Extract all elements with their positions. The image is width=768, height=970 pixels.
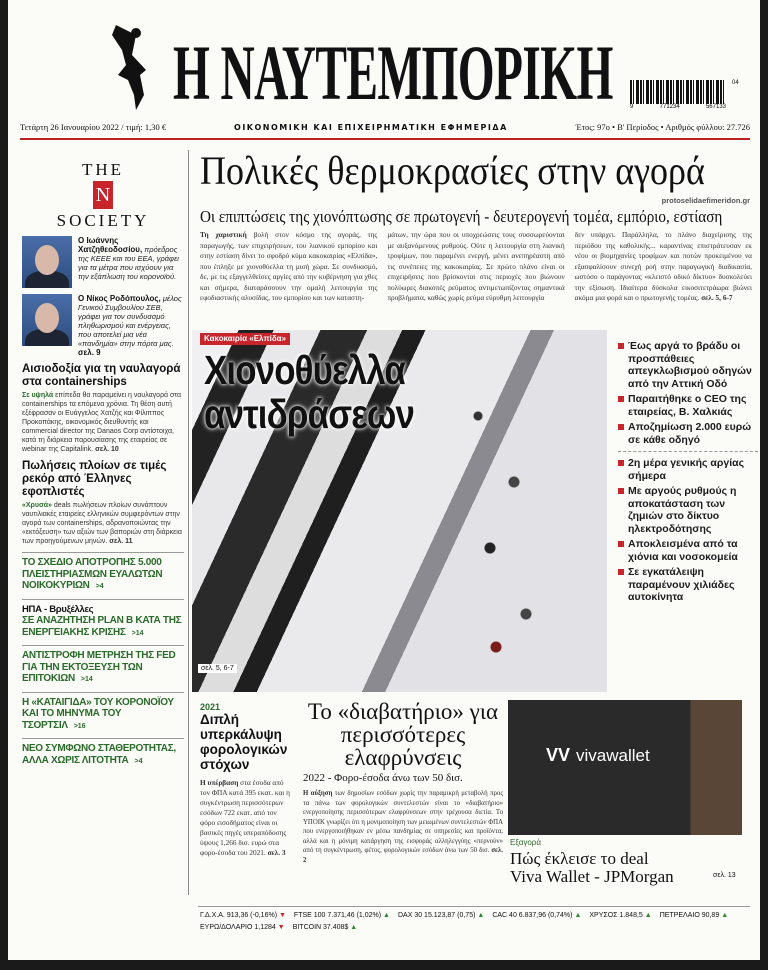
date-price: Τετάρτη 26 Ιανουαρίου 2022 / τιμή: 1,30 € <box>20 122 167 132</box>
main-article-body <box>200 230 752 304</box>
brief-title: ΤΟ ΣΧΕΔΙΟ ΑΠΟΤΡΟΠΗΣ 5.000 ΠΛΕΙΣΤΗΡΙΑΣΜΩΝ ΕΥΑΛΩΤΩΝ ΝΟΙΚΟΚΥΡΙΩΝ <box>22 557 163 591</box>
arrow-down-icon: ▼ <box>278 912 286 919</box>
article-column: βολή στον κόσμο της αγοράς, της παραγωγής, των επιχειρήσεων, του λιανικού εμπορίου και στην εστίαση δίνει το σφοδρό κύμα κακοκαιρίας «Ελπίδα», που έπληξε με χιονοθύελλα τη μισή χώρα. Σε συνδυασμό, δε, με τις εξαγγελθείσες αργίες από την κυβέρνηση για χθες και σήμερα, διαταράσσουν την ομαλή λειτουργία της εφοδιαστικής αλυσίδας, του εμπορίου και των καταστη- <box>200 230 378 302</box>
lead-word: Η υπέρβαση <box>200 778 239 787</box>
headline-line: Πώς έκλεισε το deal <box>510 849 649 868</box>
arrow-up-icon: ▲ <box>644 912 652 919</box>
article-title: Αισιοδοξία για τη ναυλαγορά στα containerships <box>22 363 181 388</box>
left-column <box>22 160 184 900</box>
bullet-list <box>618 340 758 607</box>
page-ref: σελ. 13 <box>713 872 736 879</box>
arrow-up-icon: ▲ <box>383 912 390 919</box>
article-kicker: Εξαγορά <box>510 838 541 847</box>
headline-line: Viva Wallet - JPMorgan <box>510 867 674 886</box>
page-ref: σελ. 2 <box>303 847 503 864</box>
ticker-item: CAC 40 6.837,96 (0,74%) ▲ <box>492 912 582 919</box>
logo-n: N <box>93 181 113 209</box>
barcode-digits: 771234 <box>659 104 680 110</box>
ticker-item: Γ.Δ.Χ.Α. 913,36 (-0,16%) ▼ <box>200 912 286 919</box>
lead-word: Σε υψηλά <box>22 392 54 399</box>
page-ref: >4 <box>95 583 104 590</box>
hermes-logo-icon <box>106 15 166 115</box>
issue-code: 04 <box>732 80 739 86</box>
brief-title: ΣΕ ΑΝΑΖΗΤΗΣΗ PLAN B ΚΑΤΑ ΤΗΣ ΕΝΕΡΓΕΙΑΚΗΣ ΚΡΙΣΗΣ <box>22 615 182 638</box>
article-body: των δημοσίων εσόδων χωρίς την παραμικρή μεταβολή προς τα πάνω των φορολογικών συντελεστών είναι το «διαβατήριο» ενεργοποίησης περισσότερων ελαφρύνσεων στην τρέχουσα διετία. Το ΥΠΟΙΚ γνωρίζει ότι η μονιμοποίηση των μειωμένων συντελεστών ΦΠΑ που ενεργοποιήθηκαν εν μέσω πανδημίας σε υπηρεσίες και προϊόντα, αλλά και η μόνιμη κατάργηση της εισφοράς αλληλεγγύης «περνούν» από τη συγκέντρωση, φέτος, φορολογικών εσόδων άνω των 50 δισ. <box>303 790 504 854</box>
brief-title: ΝΕΟ ΣΥΜΦΩΝΟ ΣΤΑΘΕΡΟΤΗΤΑΣ, ΑΛΛΑ ΧΩΡΙΣ ΛΙΤΟΤΗΤΑ <box>22 743 176 766</box>
brief-item[interactable] <box>22 645 184 686</box>
photo-headline[interactable] <box>204 348 414 436</box>
arrow-up-icon: ▲ <box>477 912 485 919</box>
ticker-item: DAX 30 15.123,87 (0,75) ▲ <box>397 912 485 919</box>
page-ref: >14 <box>80 676 93 683</box>
front-page <box>8 0 760 960</box>
brief-title: ΑΝΤΙΣΤΡΟΦΗ ΜΕΤΡΗΣΗ ΤΗΣ FED ΓΙΑ ΤΗΝ ΕΚΤΟΞΕΥΣΗ ΤΩΝ ΕΠΙΤΟΚΙΩΝ <box>22 650 176 684</box>
ticker-item: ΕΥΡΩ/ΔΟΛΑΡΙΟ 1,1284 ▼ <box>200 924 285 931</box>
bullet-item: Αποκλεισμένα από τα χιόνια και νοσοκομεία <box>618 538 758 563</box>
brief-item[interactable] <box>22 692 184 733</box>
edition-info: Έτος: 97ο • Β' Περίοδος • Αριθμός φύλλου: 27.726 <box>575 122 750 132</box>
tagline: ΟΙΚΟΝΟΜΙΚΗ ΚΑΙ ΕΠΙΧΕΙΡΗΜΑΤΙΚΗ ΕΦΗΜΕΡΙΔΑ <box>234 122 508 132</box>
article-ship-sales[interactable] <box>22 460 184 546</box>
bullet-item: 2η μέρα γενικής αργίας σήμερα <box>618 457 758 482</box>
article-subhead: 2022 - Φορο-έσοδα άνω των 50 δισ. <box>303 772 463 784</box>
page-ref: σελ. 9 <box>78 348 101 357</box>
page-ref: >4 <box>134 757 143 765</box>
bullet-item: Παραιτήθηκε ο CEO της εταιρείας, Β. Χαλκιάς <box>618 393 758 418</box>
logo-text: THE <box>81 160 125 179</box>
page-ref: σελ. 5, 6-7 <box>198 664 237 673</box>
bullet-item: Έως αργά το βράδυ οι προσπάθειες απεγκλωβισμού οδηγών από την Αττική Οδό <box>618 340 758 390</box>
ticker-item: ΧΡΥΣΟΣ 1.848,5 ▲ <box>589 912 652 919</box>
bullet-item: Σε εγκατάλειψη παραμένουν χιλιάδες αυτοκίνητα <box>618 566 758 604</box>
arrow-up-icon: ▲ <box>574 912 582 919</box>
article-containerships[interactable] <box>22 363 184 454</box>
info-bar <box>20 122 750 132</box>
headline-line: Χιονοθύελλα <box>204 347 405 393</box>
ticker-item: ΠΕΤΡΕΛΑΙΟ 90,89 ▲ <box>659 912 729 919</box>
divider <box>198 906 750 907</box>
arrow-up-icon: ▲ <box>721 912 729 919</box>
brief-item[interactable] <box>22 599 184 640</box>
portrait-photo <box>22 294 72 346</box>
portrait-photo <box>22 236 72 288</box>
page-ref: σελ. 10 <box>95 446 119 453</box>
photo-kicker: Κακοκαιρία «Ελπίδα» <box>200 333 290 345</box>
brief-item[interactable] <box>22 552 184 593</box>
page-ref: σελ. 11 <box>109 538 133 545</box>
person-desc: πρόεδρος της ΚΕΕΕ και του ΕΕΑ, γράφει για τα μέτρα που ισχύουν για την εξάπλωση του κορονοϊού. <box>78 245 179 281</box>
market-ticker <box>200 911 752 933</box>
main-subhead: Οι επιπτώσεις της χιονόπτωσης σε πρωτογενή - δευτερογενή τομέα, εμπόριο, εστίαση <box>200 207 723 226</box>
opinion-person[interactable] <box>22 294 184 357</box>
opinion-person[interactable] <box>22 236 184 288</box>
page-ref: σελ. 3 <box>267 848 286 857</box>
article-title[interactable] <box>510 850 674 886</box>
person-desc: μέλος Γενικού Συμβουλίου ΣΕΒ, γράφει για τον συνδυασμό πληθωρισμού και ενέργειας, που αποτελεί μια νέα «πανδημία» στην πόρτα μας. <box>78 294 182 348</box>
article-kicker: 2021 <box>200 702 221 712</box>
divider <box>188 150 189 895</box>
brief-title: Η «ΚΑΤΑΙΓΙΔΑ» ΤΟΥ ΚΟΡΟΝΟΪΟΥ ΚΑΙ ΤΟ ΜΗΝΥΜΑ ΤΟΥ ΤΣΟΡΤΣΙΛ <box>22 696 174 731</box>
article-column: μάτων, την ώρα που οι υποχρεώσεις τους συσσωρεύονται με αυξανόμενους ρυθμούς. Ούτε η λειτουργία στη λιανική τροφίμων, που παραμένει ενεργή, μένει ανεπηρέαστη από τις συνέπειες της κακοκαιρίας. Σε πρώτο πλάνο είναι οι επιχειρήσεις που βρίσκονται στις περιοχές που βιώνουν πολύωρες διακοπές ρεύματος αντιμετωπίζοντας σημαντικά προβλήματα, καθώς χωρίς ρεύμα εύρυθμη λειτουργία <box>387 230 565 302</box>
article-passport[interactable] <box>303 700 503 865</box>
logo-text: SOCIETY <box>56 211 150 230</box>
article-body: στα έσοδα από τον ΦΠΑ κατά 395 εκατ. και η συγκέντρωση περισσότερων εσόδων 722 εκατ. από τον φόρο εισοδήματος είναι οι βασικές πηγές υπεραπόδοσης ύψους 1,266 δισ. ευρώ στα φορο-έσοδα του 2021. <box>200 778 290 857</box>
ticker-item: FTSE 100 7.371,46 (1,02%) ▲ <box>293 912 390 919</box>
page-ref: >16 <box>73 722 86 730</box>
bullet-item: Αποζημίωση 2.000 ευρώ σε κάθε οδηγό <box>618 421 758 446</box>
arrow-up-icon: ▲ <box>350 924 358 931</box>
article-column: δεν υπάρχει. Παράλληλα, το πλάνο διαχείρισης της περιόδου της καθολικής... καραντίνας επιστράτευσαν εκ νέου οι βιομηχανίες τροφίμων και ποτών προκειμένου να εξασφαλίσουν συνεχή ροή στην παραγωγική διαδικασία, ωστόσο ο παράγοντας «κλειστό οδικό δίκτυο» δυσκολεύει την εξίσωση. Ιδιαίτερα δύσκολα εικοσιτετράωρα βιώνει ακόμα μια φορά και ο πρωτογενής τομέας. <box>574 230 752 302</box>
barcode-digit: 9 <box>630 104 634 110</box>
the-n-society-logo <box>22 160 184 230</box>
lead-word: Η αύξηση <box>303 790 333 797</box>
brief-kicker: ΗΠΑ - Βρυξέλλες <box>22 603 94 615</box>
article-title: Διπλή υπερκάλυψη φορολογικών στόχων <box>200 712 288 772</box>
lead-word: Τη χαριστική <box>200 230 247 239</box>
article-body: deals πωλήσεων πλοίων συνάπτουν ναυτιλιακές εταιρείες ελληνικών συμφερόντων στην αγορά των containerships, αδρανοποιώντας την «εκτόξευση» των αξιών των βαποριών στη διάρκεια των προηγούμενων μηνών. <box>22 502 182 545</box>
divider <box>20 138 750 140</box>
person-name: Ο Νίκος Ροδόπουλος, <box>78 294 161 303</box>
article-body: επίπεδα θα παραμείνει η ναυλαγορά στα containerships τα επόμενα χρόνια. Τη θέση αυτή εξέφρασαν οι Ευάγγελος Χατζής και Φίλιππος Προκοπάκης, οικονομικός διευθυντής και commercial director της Danaos Corp αντίστοιχα, κατά τη διάρκεια παρουσίασης της εταιρείας σε webinar της Capitalink. <box>22 392 182 453</box>
lead-word: «Χρυσά» <box>22 502 52 509</box>
article-tax-targets[interactable] <box>200 702 292 858</box>
watermark: protoselidaefimeridon.gr <box>661 196 750 205</box>
brief-item[interactable] <box>22 738 184 767</box>
article-title: Το «διαβατήριο» για περισσότερες ελαφρύνσεις <box>307 699 499 770</box>
barcode <box>630 80 726 118</box>
main-headline[interactable]: Πολικές θερμοκρασίες στην αγορά <box>200 148 705 193</box>
arrow-down-icon: ▼ <box>277 924 285 931</box>
barcode-digits: 567133 <box>705 104 726 110</box>
divider <box>618 451 758 452</box>
viva-logo-icon: VV <box>546 745 571 765</box>
page-ref: σελ. 5, 6-7 <box>701 293 733 302</box>
headline-line: αντιδράσεων <box>204 391 415 437</box>
bullet-item: Με αργούς ρυθμούς η αποκατάσταση των ζημιών στο δίκτυο ηλεκτροδότησης <box>618 485 758 535</box>
article-title: Πωλήσεις πλοίων σε τιμές ρεκόρ από Έλληνες εφοπλιστές <box>22 460 167 498</box>
viva-wallet-photo <box>508 700 742 835</box>
person-name: Ο Ιωάννης Χατζηθεοδοσίου, <box>78 236 143 254</box>
page-ref: >14 <box>131 629 144 637</box>
ticker-item: BITCOIN 37.408$ ▲ <box>292 924 358 931</box>
newspaper-title: Η ΝΑΥΤΕΜΠΟΡΙΚΗ <box>173 29 613 116</box>
viva-logo-text: vivawallet <box>576 745 650 765</box>
